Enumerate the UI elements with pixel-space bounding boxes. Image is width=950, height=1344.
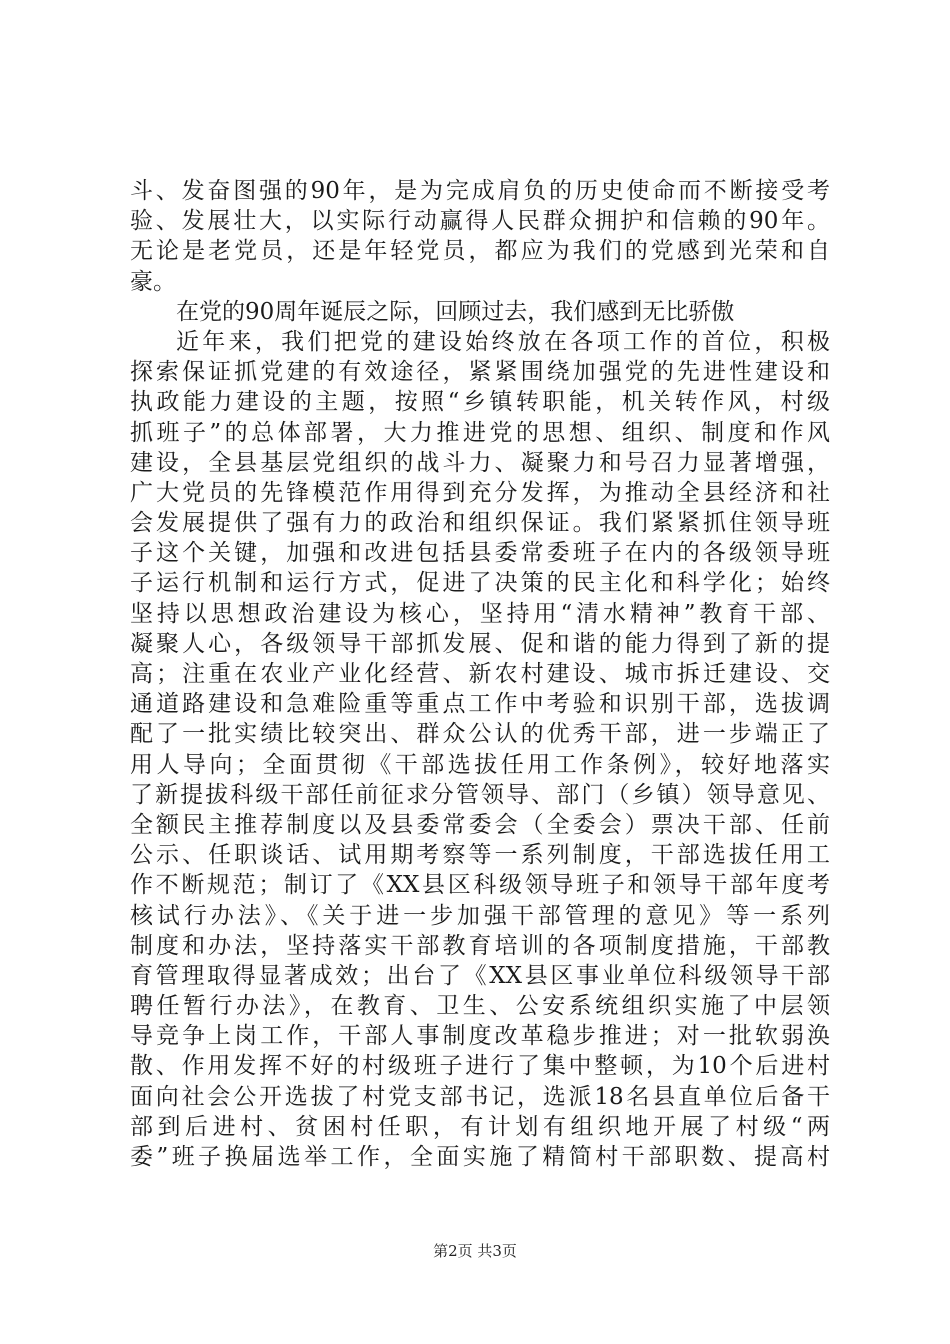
- text-line: 凝聚人心，各级领导干部抓发展、促和谐的能力得到了新的提: [130, 630, 830, 657]
- text-line: 执政能力建设的主题，按照“乡镇转职能，机关转作风，村级: [130, 389, 830, 416]
- text-line: 无论是老党员，还是年轻党员，都应为我们的党感到光荣和自: [130, 238, 830, 265]
- text-line: 探索保证抓党建的有效途径，紧紧围绕加强党的先进性建设和: [130, 359, 830, 386]
- text-line: 制度和办法，坚持落实干部教育培训的各项制度措施，干部教: [130, 932, 830, 959]
- text-line: 抓班子”的总体部署，大力推进党的思想、组织、制度和作风: [130, 419, 830, 446]
- text-line: 委”班子换届选举工作，全面实施了精简村干部职数、提高村: [130, 1144, 830, 1170]
- paragraph-heading-line: 在党的90周年诞辰之际，回顾过去，我们感到无比骄傲: [176, 298, 735, 325]
- text-line: 验、发展壮大，以实际行动赢得人民群众拥护和信赖的90年。: [130, 208, 830, 235]
- text-line: 近年来，我们把党的建设始终放在各项工作的首位，积极: [176, 328, 830, 355]
- text-line: 核试行办法》、《关于进一步加强干部管理的意见》等一系列: [130, 902, 830, 929]
- text-line: 子运行机制和运行方式，促进了决策的民主化和科学化；始终: [130, 570, 830, 597]
- text-line: 育管理取得显著成效；出台了《XX县区事业单位科级领导干部: [130, 962, 830, 989]
- text-line: 作不断规范；制订了《XX县区科级领导班子和领导干部年度考: [130, 872, 830, 899]
- text-line: 了新提拔科级干部任前征求分管领导、部门（乡镇）领导意见、: [130, 781, 830, 808]
- text-line: 会发展提供了强有力的政治和组织保证。我们紧紧抓住领导班: [130, 510, 830, 537]
- text-line: 高；注重在农业产业化经营、新农村建设、城市拆迁建设、交: [130, 661, 830, 687]
- text-line: 子这个关键，加强和改进包括县委常委班子在内的各级领导班: [130, 540, 830, 567]
- text-line: 散、作用发挥不好的村级班子进行了集中整顿，为10个后进村: [130, 1053, 830, 1080]
- text-line: 部到后进村、贫困村任职，有计划有组织地开展了村级“两: [130, 1113, 830, 1140]
- text-line: 聘任暂行办法》，在教育、卫生、公安系统组织实施了中层领: [130, 993, 830, 1020]
- text-line: 建设，全县基层党组织的战斗力、凝聚力和号召力显著增强，: [130, 449, 830, 476]
- text-line: 面向社会公开选拔了村党支部书记，选派18名县直单位后备干: [130, 1083, 830, 1110]
- text-line: 导竞争上岗工作，干部人事制度改革稳步推进；对一批软弱涣: [130, 1023, 830, 1050]
- text-line: 用人导向；全面贯彻《干部选拔任用工作条例》，较好地落实: [130, 751, 830, 778]
- page-number-footer: 第2页 共3页: [433, 1242, 517, 1260]
- text-line: 坚持以思想政治建设为核心，坚持用“清水精神”教育干部、: [130, 600, 830, 627]
- document-body: [130, 176, 830, 1172]
- text-line: 全额民主推荐制度以及县委常委会（全委会）票决干部、任前: [130, 811, 830, 838]
- text-line: 配了一批实绩比较突出、群众公认的优秀干部，进一步端正了: [130, 721, 830, 748]
- text-line: 通道路建设和急难险重等重点工作中考验和识别干部，选拔调: [130, 691, 830, 718]
- text-line: 广大党员的先锋模范作用得到充分发挥，为推动全县经济和社: [130, 479, 830, 506]
- text-line: 斗、发奋图强的90年，是为完成肩负的历史使命而不断接受考: [130, 178, 830, 204]
- text-line: 豪。: [130, 268, 176, 295]
- text-line: 公示、任职谈话、试用期考察等一系列制度，干部选拔任用工: [130, 842, 830, 869]
